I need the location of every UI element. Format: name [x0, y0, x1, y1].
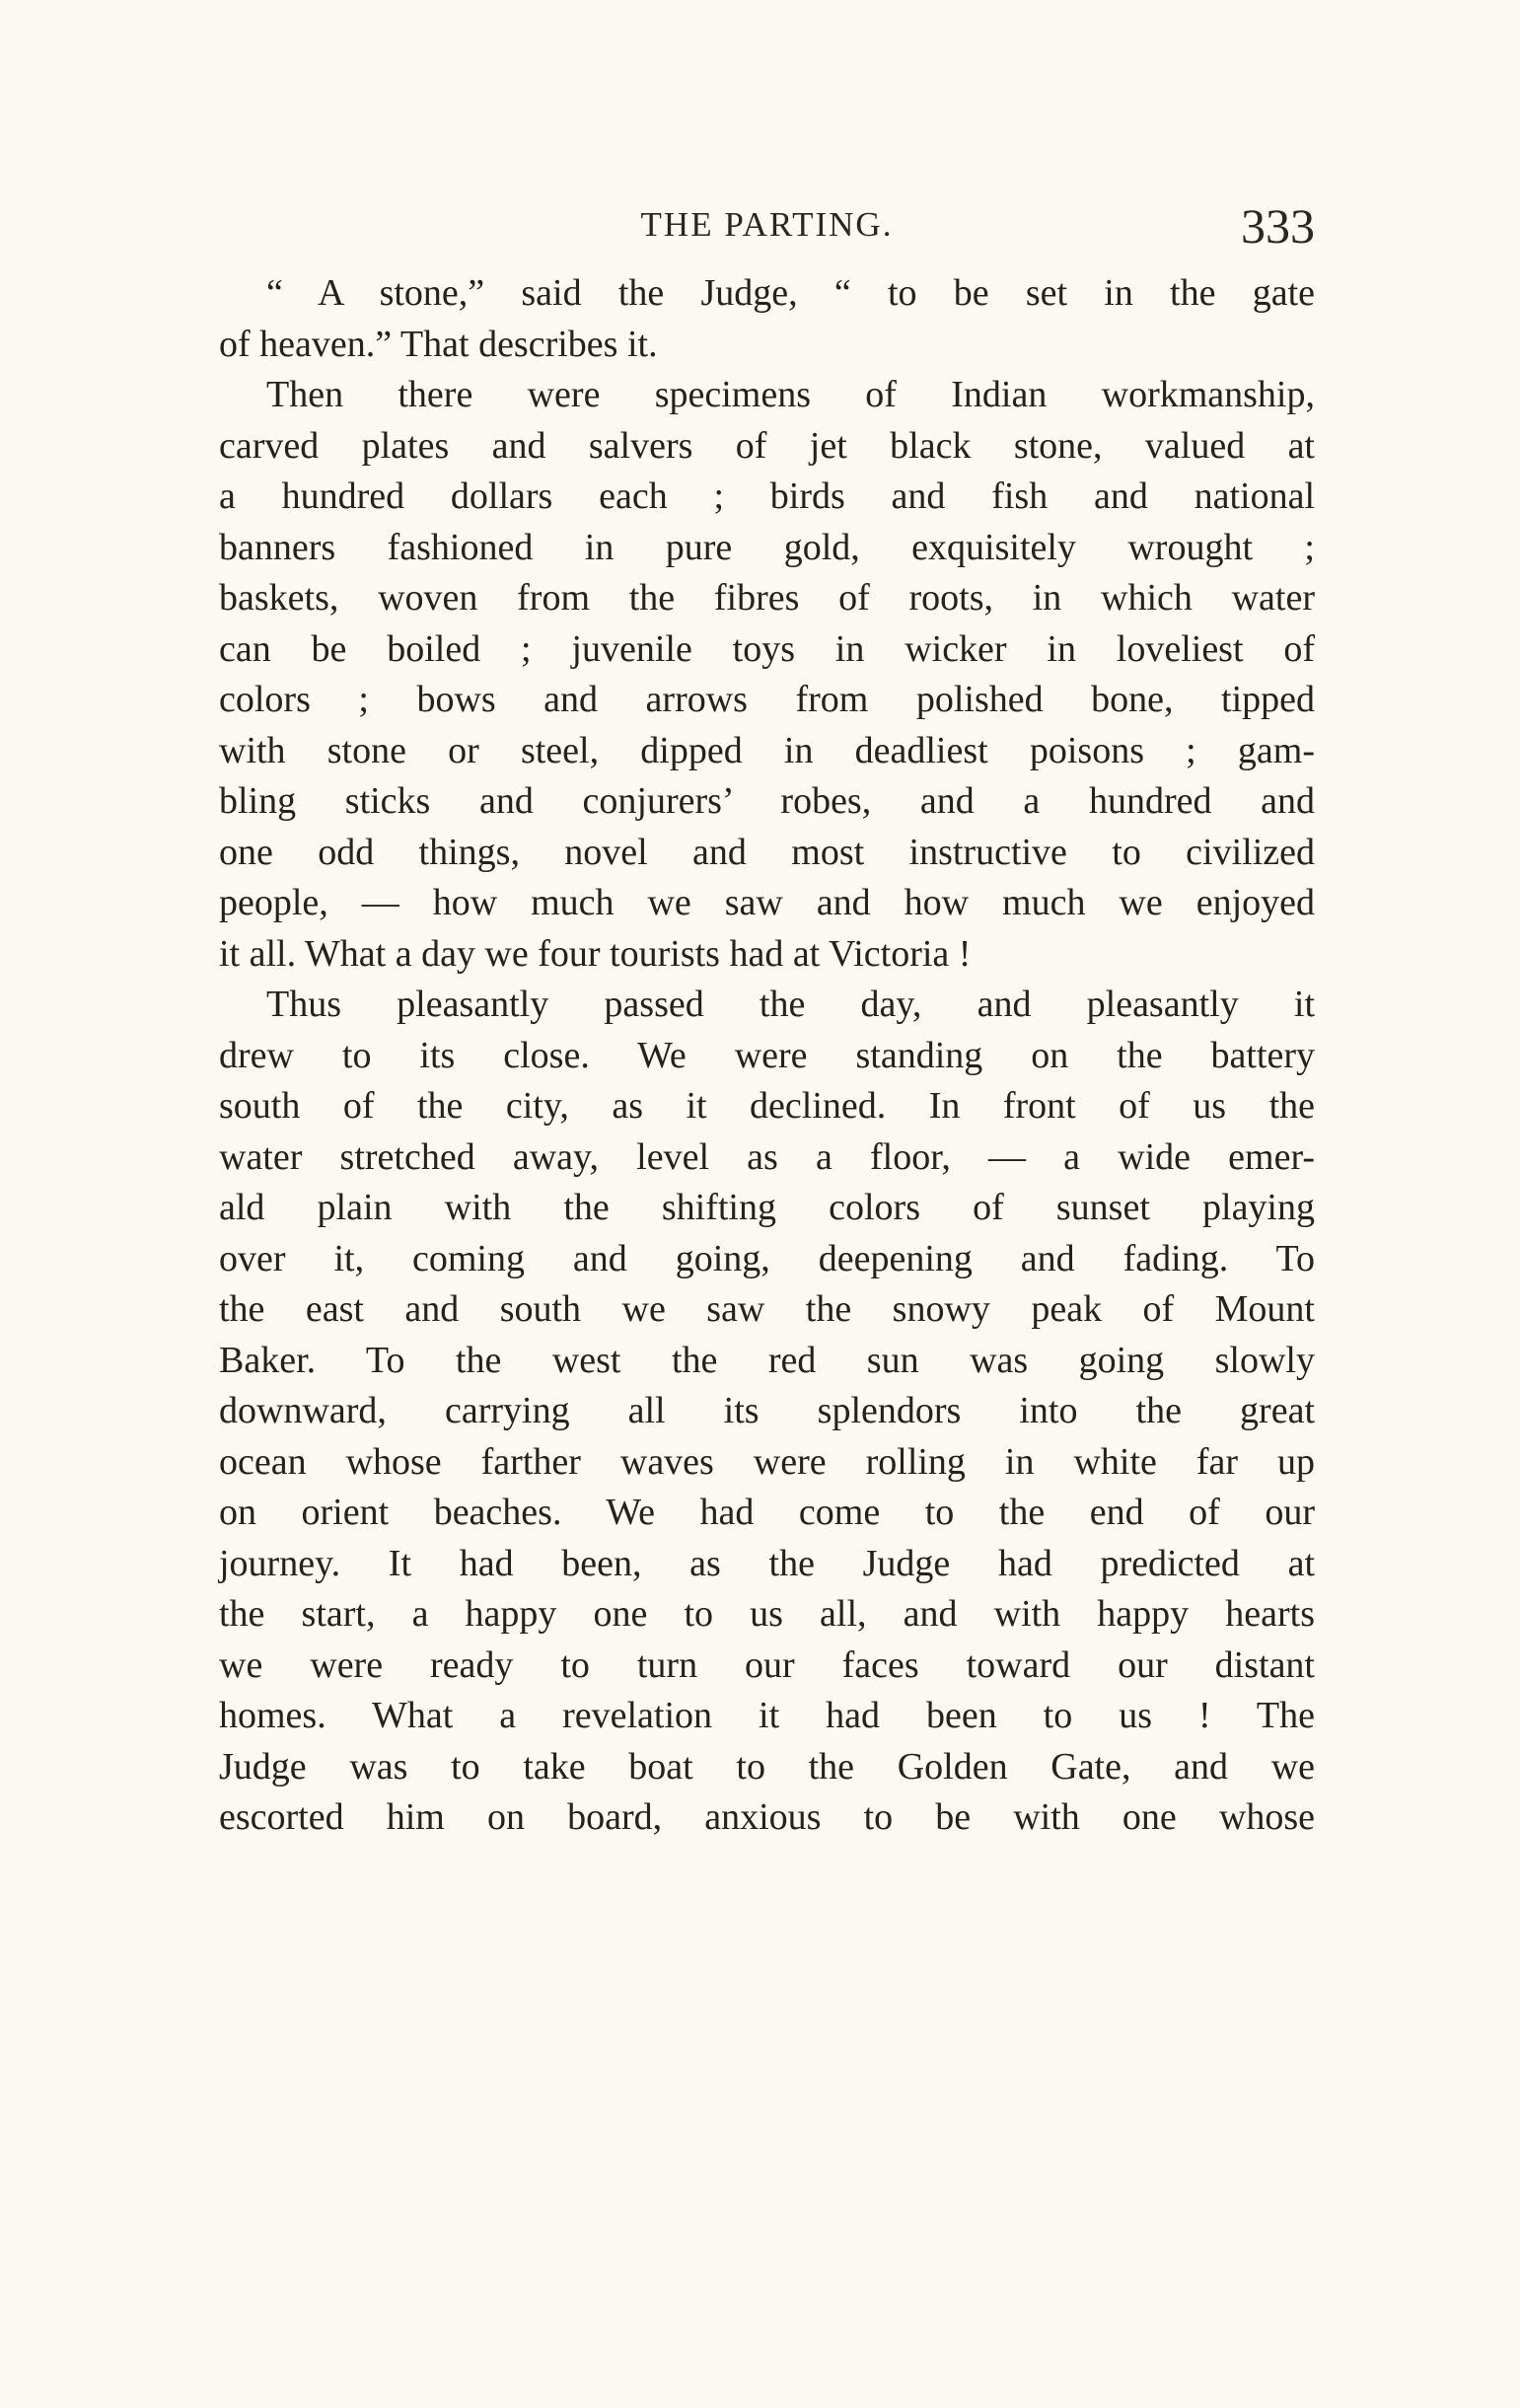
text-line: journey. It had been, as the Judge had predicted at — [219, 1542, 1315, 1584]
text-line: a hundred dollars each ; birds and fish and national — [219, 475, 1315, 517]
text-line: Thus pleasantly passed the day, and pleasantly it — [266, 984, 1315, 1025]
text-line: can be boiled ; juvenile toys in wicker in loveliest of — [219, 627, 1315, 670]
text-line: drew to its close. We were standing on the battery — [219, 1034, 1315, 1076]
text-line: one odd things, novel and most instructive to civilized — [219, 831, 1315, 873]
text-line: banners fashioned in pure gold, exquisitely wrought ; — [219, 526, 1315, 568]
text-line: of heaven.” That describes it. — [219, 323, 658, 365]
page-number: 333 — [1241, 198, 1315, 254]
text-line: escorted him on board, anxious to be with one whose — [219, 1796, 1315, 1838]
text-line: the start, a happy one to us all, and with happy hearts — [219, 1593, 1315, 1635]
text-line: ald plain with the shifting colors of sunset playing — [219, 1187, 1315, 1228]
running-head — [219, 197, 1315, 266]
text-line: with stone or steel, dipped in deadliest poisons ; gam- — [219, 729, 1315, 771]
text-line: ocean whose farther waves were rolling in white far up — [219, 1440, 1315, 1483]
text-line: we were ready to turn our faces toward our distant — [219, 1643, 1315, 1686]
text-line: downward, carrying all its splendors into the great — [219, 1390, 1315, 1431]
text-line: bling sticks and conjurers’ robes, and a hundred and — [219, 780, 1315, 822]
text-line: it all. What a day we four tourists had at Victoria ! — [219, 932, 972, 975]
text-line: south of the city, as it declined. In front of us the — [219, 1085, 1315, 1127]
text-line: water stretched away, level as a floor, — a wide emer- — [219, 1135, 1315, 1178]
text-line: Judge was to take boat to the Golden Gate, and we — [219, 1745, 1315, 1788]
running-title: THE PARTING. — [640, 205, 894, 244]
text-line: over it, coming and going, deepening and fading. To — [219, 1237, 1315, 1279]
text-line: people, — how much we saw and how much we enjoyed — [219, 882, 1315, 923]
text-line: Baker. To the west the red sun was going slowly — [219, 1339, 1315, 1381]
text-line: on orient beaches. We had come to the end of our — [219, 1492, 1315, 1533]
body-text — [219, 268, 1315, 1844]
text-line: baskets, woven from the fibres of roots, in which water — [219, 577, 1315, 619]
text-line: carved plates and salvers of jet black stone, valued at — [219, 424, 1315, 467]
text-line: homes. What a revelation it had been to us ! The — [219, 1695, 1315, 1736]
text-line: colors ; bows and arrows from polished bone, tipped — [219, 679, 1315, 720]
text-line: Then there were specimens of Indian workmanship, — [266, 374, 1315, 415]
text-line: “ A stone,” said the Judge, “ to be set in the gate — [266, 272, 1315, 314]
text-line: the east and south we saw the snowy peak of Mount — [219, 1288, 1315, 1330]
